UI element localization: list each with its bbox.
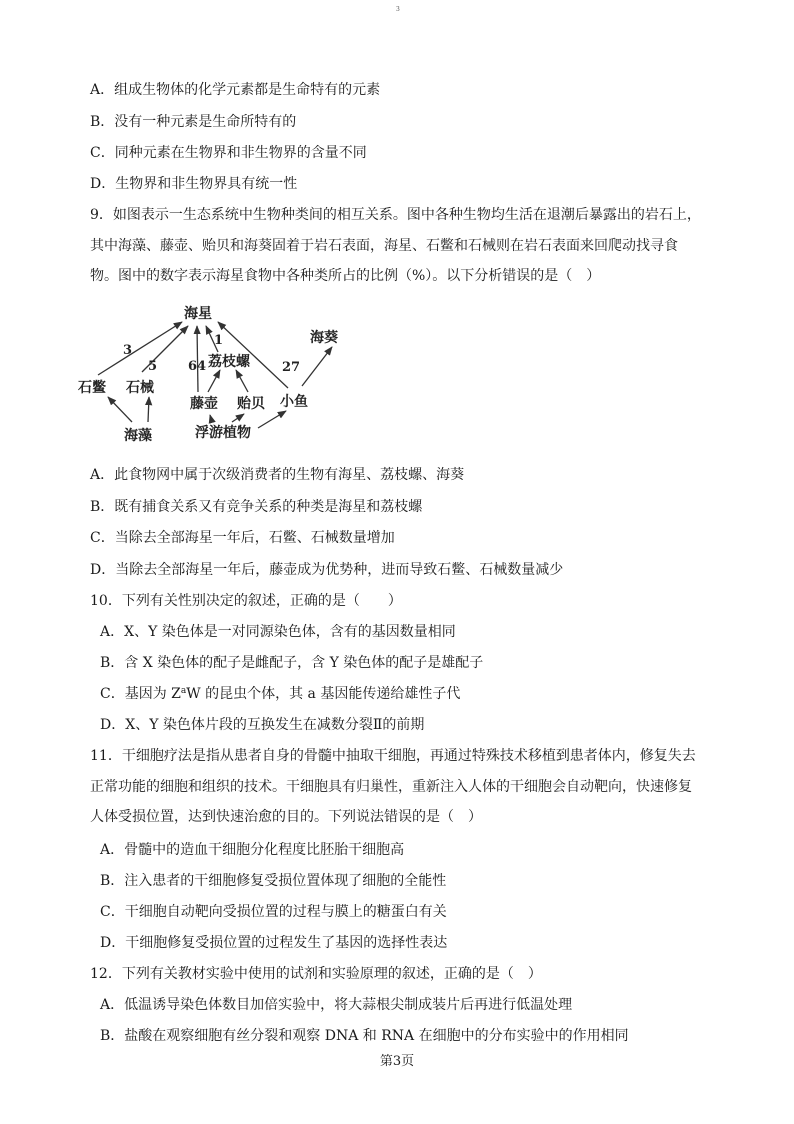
node-shixie: 石械 [126,380,154,396]
arrow-xiaoyu-haikui [302,347,332,386]
q12-option-b: B．盐酸在观察细胞有丝分裂和观察 DNA 和 RNA 在细胞中的分布实验中的作用相同 [100,1028,629,1044]
q9-option-b: B．既有捕食关系又有竞争关系的种类是海星和荔枝螺 [90,499,423,515]
q8-option-c: C．同种元素在生物界和非生物界的含量不同 [90,145,367,161]
q10-option-c-pre: C．基因为 Z [100,686,181,702]
node-haizao: 海藻 [124,428,152,444]
q8-option-b: B．没有一种元素是生命所特有的 [90,114,297,130]
arrow-fuyou-xiaoyu [258,411,286,428]
arrow-haizao-shibie [108,397,132,422]
node-xiaoyu: 小鱼 [280,394,308,410]
q10-option-d: D．X、Y 染色体片段的互换发生在减数分裂Ⅱ的前期 [100,717,425,733]
q12-stem: 12．下列有关教材实验中使用的试剂和实验原理的叙述，正确的是（ ） [90,966,542,982]
arrow-yibei-lizhiluo [236,370,248,392]
node-shibie: 石鳖 [78,380,106,396]
food-web-diagram [70,300,360,450]
label-1: 1 [214,333,224,348]
label-27: 27 [282,360,301,375]
arrow-haizao-shixie [148,397,149,422]
arrow-shibie-haixing [98,322,182,375]
q11-option-c: C．干细胞自动靶向受损位置的过程与膜上的糖蛋白有关 [100,904,447,920]
q9-option-a: A．此食物网中属于次级消费者的生物有海星、荔枝螺、海葵 [90,467,465,483]
q9-option-c: C．当除去全部海星一年后，石鳖、石械数量增加 [90,530,395,546]
q10-option-c-post: W 的昆虫个体，其 a 基因能传递给雄性子代 [186,686,461,702]
q10-option-b: B．含 X 染色体的配子是雌配子，含 Y 染色体的配子是雄配子 [100,655,484,671]
q11-stem: 11．干细胞疗法是指从患者自身的骨髓中抽取干细胞，再通过特殊技术移植到患者体内，修复失去正常功能的细胞和组织的技术。干细胞具有归巢性，重新注入人体的干细胞会自动靶向，快速修复人体受损位置，达到快速治愈的目的。下列说法错误的是（ ） [90,748,696,825]
q10-stem: 10．下列有关性别决定的叙述，正确的是（ ） [90,593,402,609]
page-footer: 第3页 [379,1054,415,1069]
q12-option-a: A．低温诱导染色体数目加倍实验中，将大蒜根尖制成装片后再进行低温处理 [100,997,573,1013]
q10-option-c-sup: a [180,686,187,696]
node-haikui: 海葵 [310,330,338,346]
node-tenghu: 藤壶 [190,396,218,412]
arrow-fuyou-yibei [232,414,244,422]
q11-option-a: A．骨髓中的造血干细胞分化程度比胚胎干细胞高 [100,842,405,858]
node-fuyou: 浮游植物 [195,425,251,441]
q10-option-a: A．X、Y 染色体是一对同源染色体，含有的基因数量相同 [100,624,456,640]
label-64: 64 [188,359,207,374]
q9-option-d: D．当除去全部海星一年后，藤壶成为优势种，进而导致石鳖、石械数量减少 [90,562,564,578]
node-yibei: 贻贝 [237,396,265,412]
node-lizhiluo: 荔枝螺 [208,354,250,370]
arrow-tenghu-lizhiluo [208,370,220,392]
page-top-mark: 3 [396,6,400,13]
arrow-fuyou-tenghu [210,415,212,422]
label-3: 3 [123,343,133,358]
q10-option-c [100,684,460,704]
q8-option-a: A．组成生物体的化学元素都是生命特有的元素 [90,82,381,98]
node-haixing: 海星 [184,306,212,322]
q8-option-d: D．生物界和非生物界具有统一性 [90,176,298,192]
label-5: 5 [148,359,158,374]
q11-option-d: D．干细胞修复受损位置的过程发生了基因的选择性表达 [100,935,448,951]
q11-option-b: B．注入患者的干细胞修复受损位置体现了细胞的全能性 [100,873,447,889]
q9-stem: 9．如图表示一生态系统中生物种类间的相互关系。图中各种生物均生活在退潮后暴露出的岩石上，其中海藻、藤壶、贻贝和海葵固着于岩石表面，海星、石鳖和石械则在岩石表面来回爬动找寻食物。图中的数字表示海星食物中各种类所占的比例（%）。以下分析错误的是（ ） [90,207,701,284]
